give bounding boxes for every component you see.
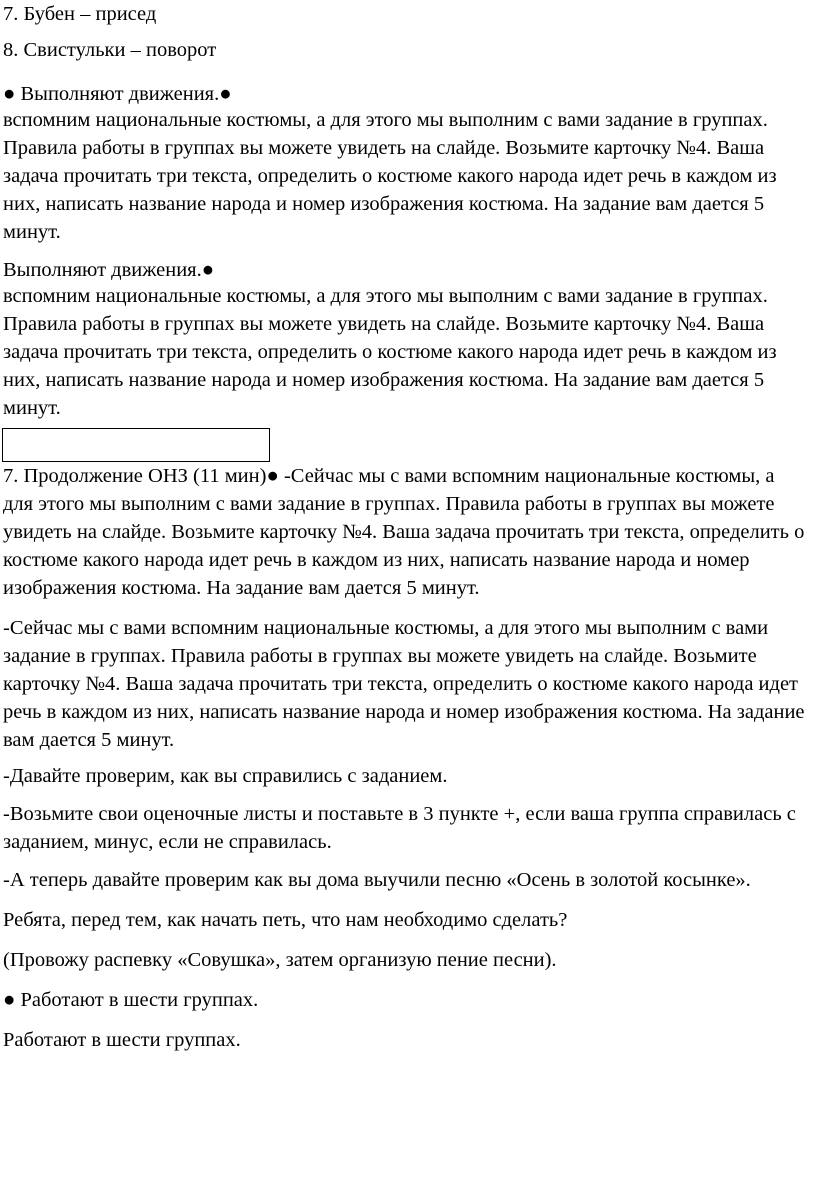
- empty-frame: [2, 428, 270, 462]
- block-1-title: ● Выполняют движения.●: [3, 83, 232, 105]
- line-svistulki: 8. Свистульки – поворот: [3, 39, 217, 61]
- paragraph-check: -Давайте проверим, как вы справились с заданием.: [3, 765, 448, 787]
- paragraph-groups: Работают в шести группах.: [3, 1029, 241, 1051]
- line-buben: 7. Бубен – присед: [3, 3, 157, 25]
- paragraph-warmup: (Провожу распевку «Совушка», затем организую пение песни).: [3, 949, 557, 971]
- block-2-title: Выполняют движения.●: [3, 259, 215, 281]
- paragraph-onz: 7. Продолжение ОНЗ (11 мин)● -Сейчас мы с вами вспомним национальные костюмы, а для этого мы выполним с вами задание в группах. Правила работы в группах вы можете увидеть на слайде. Возьмите карточку №4. Ваша задача прочитать три текста, определить о костюме какого народа идет речь в каждом из них, написать название народа и номер изображения костюма. На задание вам дается 5 минут.: [3, 465, 805, 599]
- block-1-text: вспомним национальные костюмы, а для этого мы выполним с вами задание в группах. Правила работы в группах вы можете увидеть на слайде. Возьмите карточку №4. Ваша задача прочитать три текста, определить о костюме какого народа идет речь в каждом из них, написать название народа и номер изображения костюма. На задание вам дается 5 минут.: [3, 109, 777, 243]
- paragraph-assessment-sheets: -Возьмите свои оценочные листы и поставьте в 3 пункте +, если ваша группа справилась с заданием, минус, если не справилась.: [3, 803, 796, 853]
- paragraph-groups-bullet: ● Работают в шести группах.: [3, 989, 259, 1011]
- paragraph-question: Ребята, перед тем, как начать петь, что нам необходимо сделать?: [3, 909, 568, 931]
- paragraph-repeat: -Сейчас мы с вами вспомним национальные костюмы, а для этого мы выполним с вами задание в группах. Правила работы в группах вы можете увидеть на слайде. Возьмите карточку №4. Ваша задача прочитать три текста, определить о костюме какого народа идет речь в каждом из них, написать название народа и номер изображения костюма. На задание вам дается 5 минут.: [3, 617, 805, 751]
- block-2-text: вспомним национальные костюмы, а для этого мы выполним с вами задание в группах. Правила работы в группах вы можете увидеть на слайде. Возьмите карточку №4. Ваша задача прочитать три текста, определить о костюме какого народа идет речь в каждом из них, написать название народа и номер изображения костюма. На задание вам дается 5 минут.: [3, 285, 777, 419]
- paragraph-song: -А теперь давайте проверим как вы дома выучили песню «Осень в золотой косынке».: [3, 869, 751, 891]
